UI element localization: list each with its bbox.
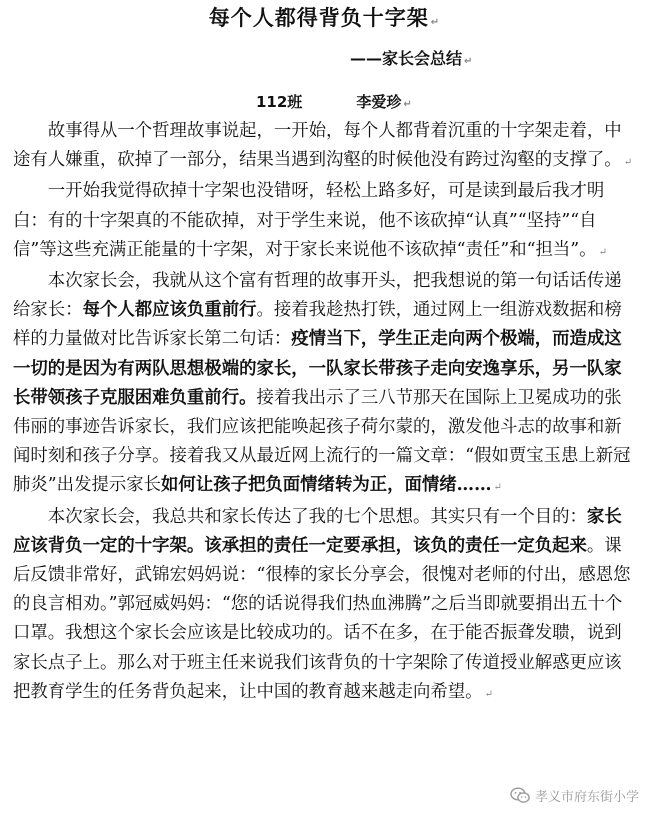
paragraph-conclusion <box>13 503 635 709</box>
paragraph-mark: ↵ <box>464 56 473 67</box>
emphasized-text: 家长应该背负一定的十字架。该承担的责任一定要承担，该负的责任一定负起来 <box>13 506 622 556</box>
subtitle-text: ——家长会总结 <box>350 49 463 68</box>
byline <box>256 92 412 115</box>
title-text: 每个人都得背负十字架 <box>208 6 429 30</box>
document-subtitle <box>350 48 472 73</box>
paragraph-mark: ↵ <box>598 246 607 258</box>
wechat-icon <box>510 787 530 804</box>
paragraph-mark: ↵ <box>623 157 633 169</box>
author-name: 李爱珍 <box>356 93 402 111</box>
document-title <box>0 6 649 35</box>
emphasized-text: 每个人都应该负重前行 <box>82 300 257 321</box>
emphasized-text: 疫情当下，学生正走向两个极端，而造成这一切的是因为有两队思想极端的家长，一队家长带孩子走向安逸享乐，另一队家长带领孩子克服困难负重前行。 <box>13 329 622 408</box>
paragraph-mark: ↵ <box>430 17 441 28</box>
paragraph-meeting <box>13 267 635 503</box>
emphasized-text: 如何让孩子把负面情绪转为正，面情绪…… <box>161 475 492 496</box>
paragraph-mark: ↵ <box>403 99 412 110</box>
body-text-segment: 故事得从一个哲理故事说起，一开始，每个人都背着沉重的十字架走着，中途有人嫌重，砍掉了一部分，结果当遇到沟壑的时候他没有跨过沟壑的支撑了。 <box>13 121 622 171</box>
document-body <box>13 117 635 709</box>
watermark-text: 孝义市府东街小学 <box>534 789 639 805</box>
paragraph-story <box>13 117 635 177</box>
paragraph-mark: ↵ <box>484 688 493 700</box>
class-label: 112班 <box>256 93 303 111</box>
body-text-segment: 一开始我觉得砍掉十字架也没错呀，轻松上路多好，可是读到最后我才明白：有的十字架真的不能砍掉，对于学生来说，他不该砍掉“认真”“坚持”“自信”等这些充满正能量的十字架，对于家长来说他不该砍掉“责任”和“担当”。 <box>13 181 605 260</box>
body-text-segment: 本次家长会，我就从这个富有哲理的故事开头，把我想说的第一句话话传递给家长： <box>13 271 622 321</box>
paragraph-mark: ↵ <box>493 482 502 494</box>
body-text-segment: 。接着我趁热打铁，通过网上一组游戏数据和榜样的力量做对比告诉家长第二句话： <box>13 300 622 350</box>
paragraph-reflection <box>13 177 635 267</box>
body-text-segment: 接着我出示了三八节那天在国际上卫冕成功的张伟丽的事迹告诉家长，我们应该把能唤起孩子荷尔蒙的，激发他斗志的故事和新闻时刻和孩子分享。接着我又从最近网上流行的一篇文章：“假如贾宝玉患上新冠肺炎”出发提示家长 <box>13 387 631 496</box>
body-text-segment: 。课后反馈非常好，武锦宏妈妈说：“很棒的家长分享会，很愧对老师的付出，感恩您的良言相劝。”郭冠威妈妈：“您的话说得我们热血沸腾”之后当即就要捐出五十个口罩。我想这个家长会应该是比较成功的。话不在多，在于能否振聋发聩，说到家长点子上。那么对于班主任来说我们该背负的十字架除了传道授业解惑更应该把教育学生的任务背负起来，让中国的教育越来越走向希望。 <box>13 535 631 702</box>
source-watermark <box>510 783 639 807</box>
body-text-segment: 本次家长会，我总共和家长传达了我的七个思想。其实只有一个目的： <box>47 506 587 527</box>
